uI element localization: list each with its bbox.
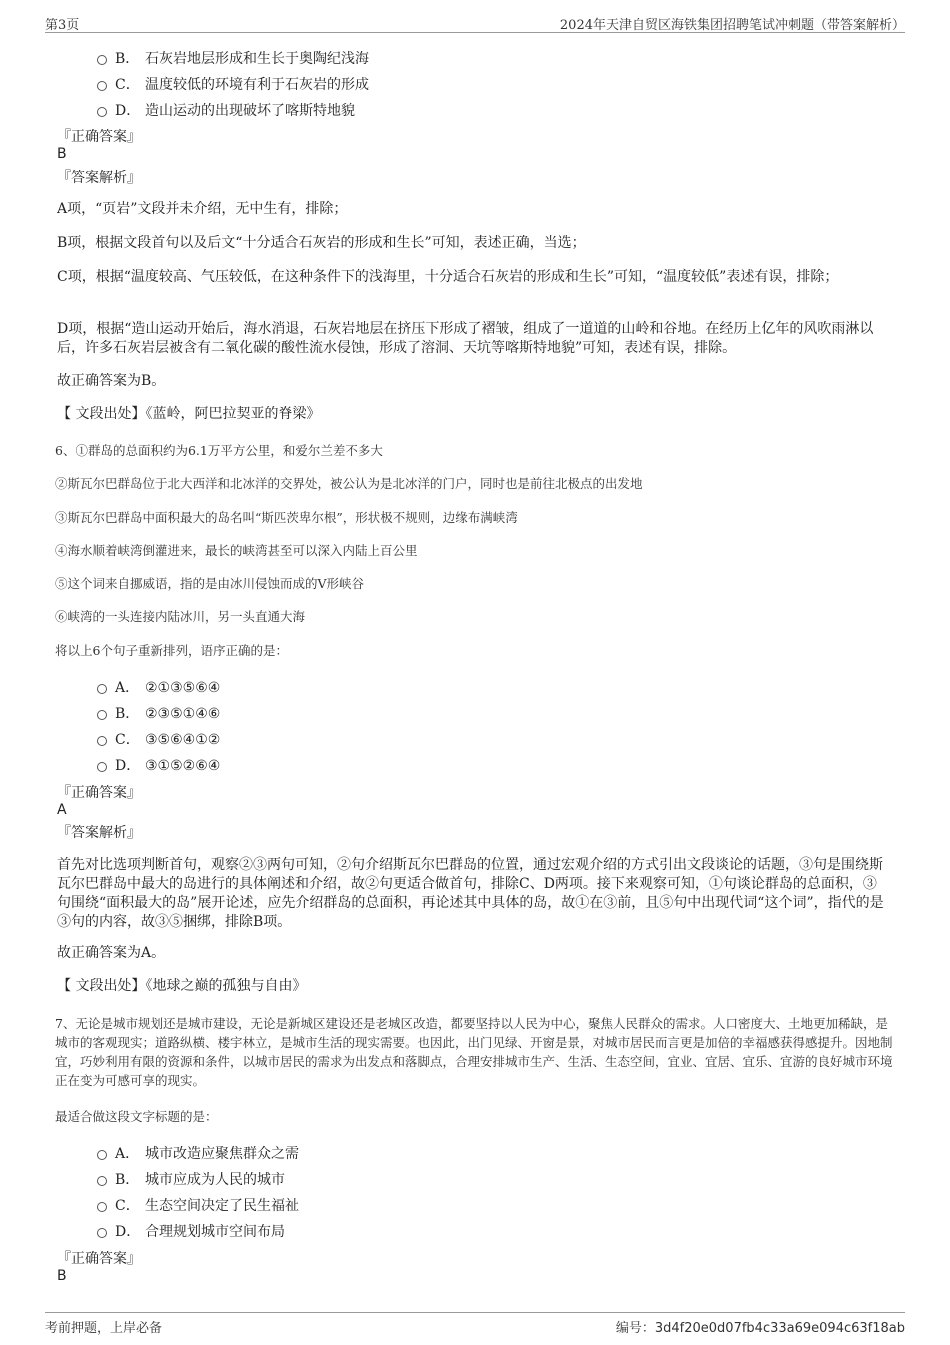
option-text: ②①③⑤⑥④: [145, 680, 221, 696]
radio-icon[interactable]: [97, 107, 107, 117]
option-text: ③①⑤②⑥④: [145, 758, 221, 774]
analysis-paragraph: A项，“页岩”文段并未介绍，无中生有，排除；: [57, 201, 348, 217]
option-item[interactable]: A． ②①③⑤⑥④: [97, 677, 220, 697]
answer-label: 『正确答案』: [57, 1251, 141, 1267]
document-code: 编号：3d4f20e0d07fb4c33a69e094c63f18ab: [615, 1321, 905, 1336]
analysis-paragraph: C项，根据“温度较高、气压较低，在这种条件下的浅海里，十分适合石灰岩的形成和生长”可知，“温度较低”表述有误，排除；: [57, 269, 839, 285]
analysis-paragraph: B项，根据文段首句以及后文“十分适合石灰岩的形成和生长”可知，表述正确，当选；: [57, 235, 586, 251]
radio-icon[interactable]: [97, 1150, 107, 1160]
footer-slogan: 考前押题，上岸必备: [45, 1321, 163, 1336]
sentence-item: ④海水顺着峡湾倒灌进来，最长的峡湾甚至可以深入内陆上百公里: [55, 543, 418, 558]
option-item[interactable]: B． ②③⑤①④⑥: [97, 703, 220, 723]
answer-value: B: [57, 1268, 67, 1284]
option-item[interactable]: D． 合理规划城市空间布局: [97, 1221, 285, 1241]
question-stem: 将以上6个句子重新排列，语序正确的是：: [55, 643, 288, 658]
analysis-paragraph: D项，根据“造山运动开始后，海水消退，石灰岩地层在挤压下形成了褶皱，组成了一道道的山岭和谷地。在经历上亿年的风吹雨淋以后，许多石灰岩层被含有二氧化碳的酸性流水侵蚀，形成了溶洞、天坑等喀斯特地貌”可知，表述有误，排除。: [57, 321, 874, 356]
option-text: ②③⑤①④⑥: [145, 706, 221, 722]
question-stem: 最适合做这段文字标题的是：: [55, 1109, 218, 1124]
page-number: 第3页: [45, 18, 80, 33]
option-item[interactable]: D． 造山运动的出现破坏了喀斯特地貌: [97, 100, 355, 120]
answer-label: 『正确答案』: [57, 129, 141, 145]
answer-label: 『正确答案』: [57, 785, 141, 801]
conclusion: 故正确答案为A。: [57, 945, 166, 961]
page-footer: [45, 1312, 905, 1335]
radio-icon[interactable]: [97, 684, 107, 694]
answer-value: B: [57, 146, 67, 162]
radio-icon[interactable]: [97, 1176, 107, 1186]
option-item[interactable]: C． ③⑤⑥④①②: [97, 729, 220, 749]
option-item[interactable]: B． 城市应成为人民的城市: [97, 1169, 285, 1189]
radio-icon[interactable]: [97, 1202, 107, 1212]
option-text: 生态空间决定了民生福祉: [145, 1198, 299, 1214]
analysis-label: 『答案解析』: [57, 170, 141, 186]
source-citation: 【 文段出处】《地球之巅的孤独与自由》: [57, 978, 307, 994]
radio-icon[interactable]: [97, 736, 107, 746]
radio-icon[interactable]: [97, 1228, 107, 1238]
option-text: 城市改造应聚焦群众之需: [145, 1146, 299, 1162]
option-item[interactable]: C． 生态空间决定了民生福祉: [97, 1195, 299, 1215]
option-text: 合理规划城市空间布局: [145, 1224, 285, 1240]
page-header: [45, 14, 905, 33]
radio-icon[interactable]: [97, 762, 107, 772]
analysis-paragraph: 首先对比选项判断首句，观察②③两句可知，②句介绍斯瓦尔巴群岛的位置，通过宏观介绍的方式引出文段谈论的话题，③句是围绕斯瓦尔巴群岛中最大的岛进行的具体阐述和介绍，故②句更适合做首句，排除C、D两项。接下来观察可知，①句谈论群岛的总面积，③句围绕“面积最大的岛”展开论述，应先介绍群岛的总面积，再论述其中具体的岛，故①在③前，且⑤句中出现代词“这个词”，指代的是③句的内容，故③⑤捆绑，排除B项。: [57, 857, 884, 930]
sentence-item: ⑥峡湾的一头连接内陆冰川，另一头直通大海: [55, 609, 306, 624]
option-text: 温度较低的环境有利于石灰岩的形成: [145, 77, 369, 93]
sentence-item: 6、①群岛的总面积约为6.1万平方公里，和爱尔兰差不多大: [55, 443, 383, 458]
option-item[interactable]: A． 城市改造应聚焦群众之需: [97, 1143, 299, 1163]
question-passage: 7、无论是城市规划还是城市建设，无论是新城区建设还是老城区改造，都要坚持以人民为中心，聚焦人民群众的需求。人口密度大、土地更加稀缺，是城市的客观现实；道路纵横、楼宇林立，是城市生活的现实需要。也因此，出门见绿、开窗是景，对城市居民而言更是加倍的幸福感获得感提升。因地制宜，巧妙利用有限的资源和条件，以城市居民的需求为出发点和落脚点，合理安排城市生产、生活、生态空间，宜业、宜居、宜乐、宜游的良好城市环境正在变为可感可享的现实。: [55, 1016, 893, 1088]
sentence-item: ③斯瓦尔巴群岛中面积最大的岛名叫“斯匹茨卑尔根”，形状极不规则，边缘布满峡湾: [55, 510, 518, 525]
analysis-label: 『答案解析』: [57, 825, 141, 841]
option-text: 造山运动的出现破坏了喀斯特地貌: [145, 103, 355, 119]
conclusion: 故正确答案为B。: [57, 373, 166, 389]
option-item[interactable]: C． 温度较低的环境有利于石灰岩的形成: [97, 74, 369, 94]
option-text: 城市应成为人民的城市: [145, 1172, 285, 1188]
sentence-item: ②斯瓦尔巴群岛位于北大西洋和北冰洋的交界处，被公认为是北冰洋的门户，同时也是前往北极点的出发地: [55, 476, 643, 491]
radio-icon[interactable]: [97, 55, 107, 65]
option-text: 石灰岩地层形成和生长于奥陶纪浅海: [145, 51, 369, 67]
option-text: ③⑤⑥④①②: [145, 732, 221, 748]
document-title: 2024年天津自贸区海铁集团招聘笔试冲刺题（带答案解析）: [559, 18, 905, 33]
answer-value: A: [57, 802, 67, 818]
option-item[interactable]: B． 石灰岩地层形成和生长于奥陶纪浅海: [97, 48, 369, 68]
radio-icon[interactable]: [97, 710, 107, 720]
sentence-item: ⑤这个词来自挪威语，指的是由冰川侵蚀而成的V形峡谷: [55, 576, 365, 591]
source-citation: 【 文段出处】《蓝岭，阿巴拉契亚的脊梁》: [57, 406, 321, 422]
radio-icon[interactable]: [97, 81, 107, 91]
option-item[interactable]: D． ③①⑤②⑥④: [97, 755, 220, 775]
